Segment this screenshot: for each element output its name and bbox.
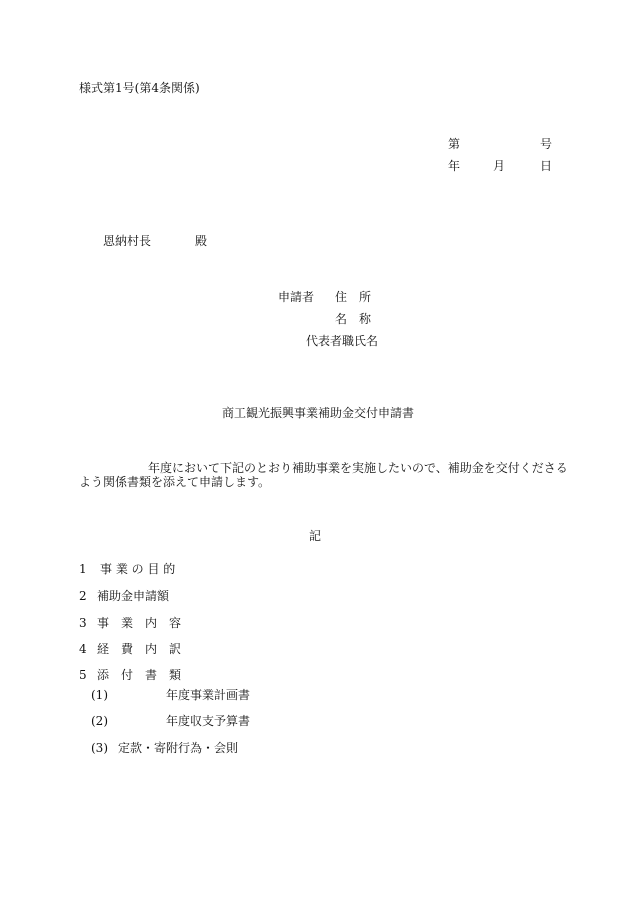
date-day: 日 [540,159,553,173]
attachment-number: (3) [91,741,108,755]
item-label: 補助金申請額 [97,589,170,603]
doc-number-suffix: 号 [540,137,553,151]
item-label: 添 付 書 類 [97,668,182,682]
addressee-name: 恩納村長 [103,234,152,248]
attachment-number: (1) [91,688,108,702]
attachment-label: 年度収支予算書 [166,714,251,728]
item-number: 5 [79,668,87,682]
addressee-honorific: 殿 [195,234,208,248]
date-year: 年 [448,159,461,173]
document-title: 商工観光振興事業補助金交付申請書 [222,406,415,420]
item-number: 3 [79,616,87,630]
form-label: 様式第1号(第4条関係) [79,81,200,95]
attachment-label: 定款・寄附行為・会則 [118,741,239,755]
item-number: 4 [79,642,87,656]
body-line-1: 年度において下記のとおり補助事業を実施したいので、補助金を交付くださる [148,461,568,475]
item-label: 事 業 内 容 [97,616,182,630]
applicant-label: 申請者 [278,290,315,304]
applicant-address-label: 住 所 [335,290,372,304]
applicant-representative-label: 代表者職氏名 [306,334,379,348]
attachment-number: (2) [91,714,108,728]
item-number: 2 [79,589,87,603]
body-line-2: よう関係書類を添えて申請します。 [79,475,271,489]
item-label: 事 業 の 目 的 [100,562,176,576]
item-number: 1 [79,562,87,576]
date-month: 月 [493,159,506,173]
item-label: 経 費 内 訳 [97,642,182,656]
ki-heading: 記 [309,529,322,543]
attachment-label: 年度事業計画書 [166,688,251,702]
applicant-name-label: 名 称 [335,312,372,326]
doc-number-prefix: 第 [448,137,461,151]
